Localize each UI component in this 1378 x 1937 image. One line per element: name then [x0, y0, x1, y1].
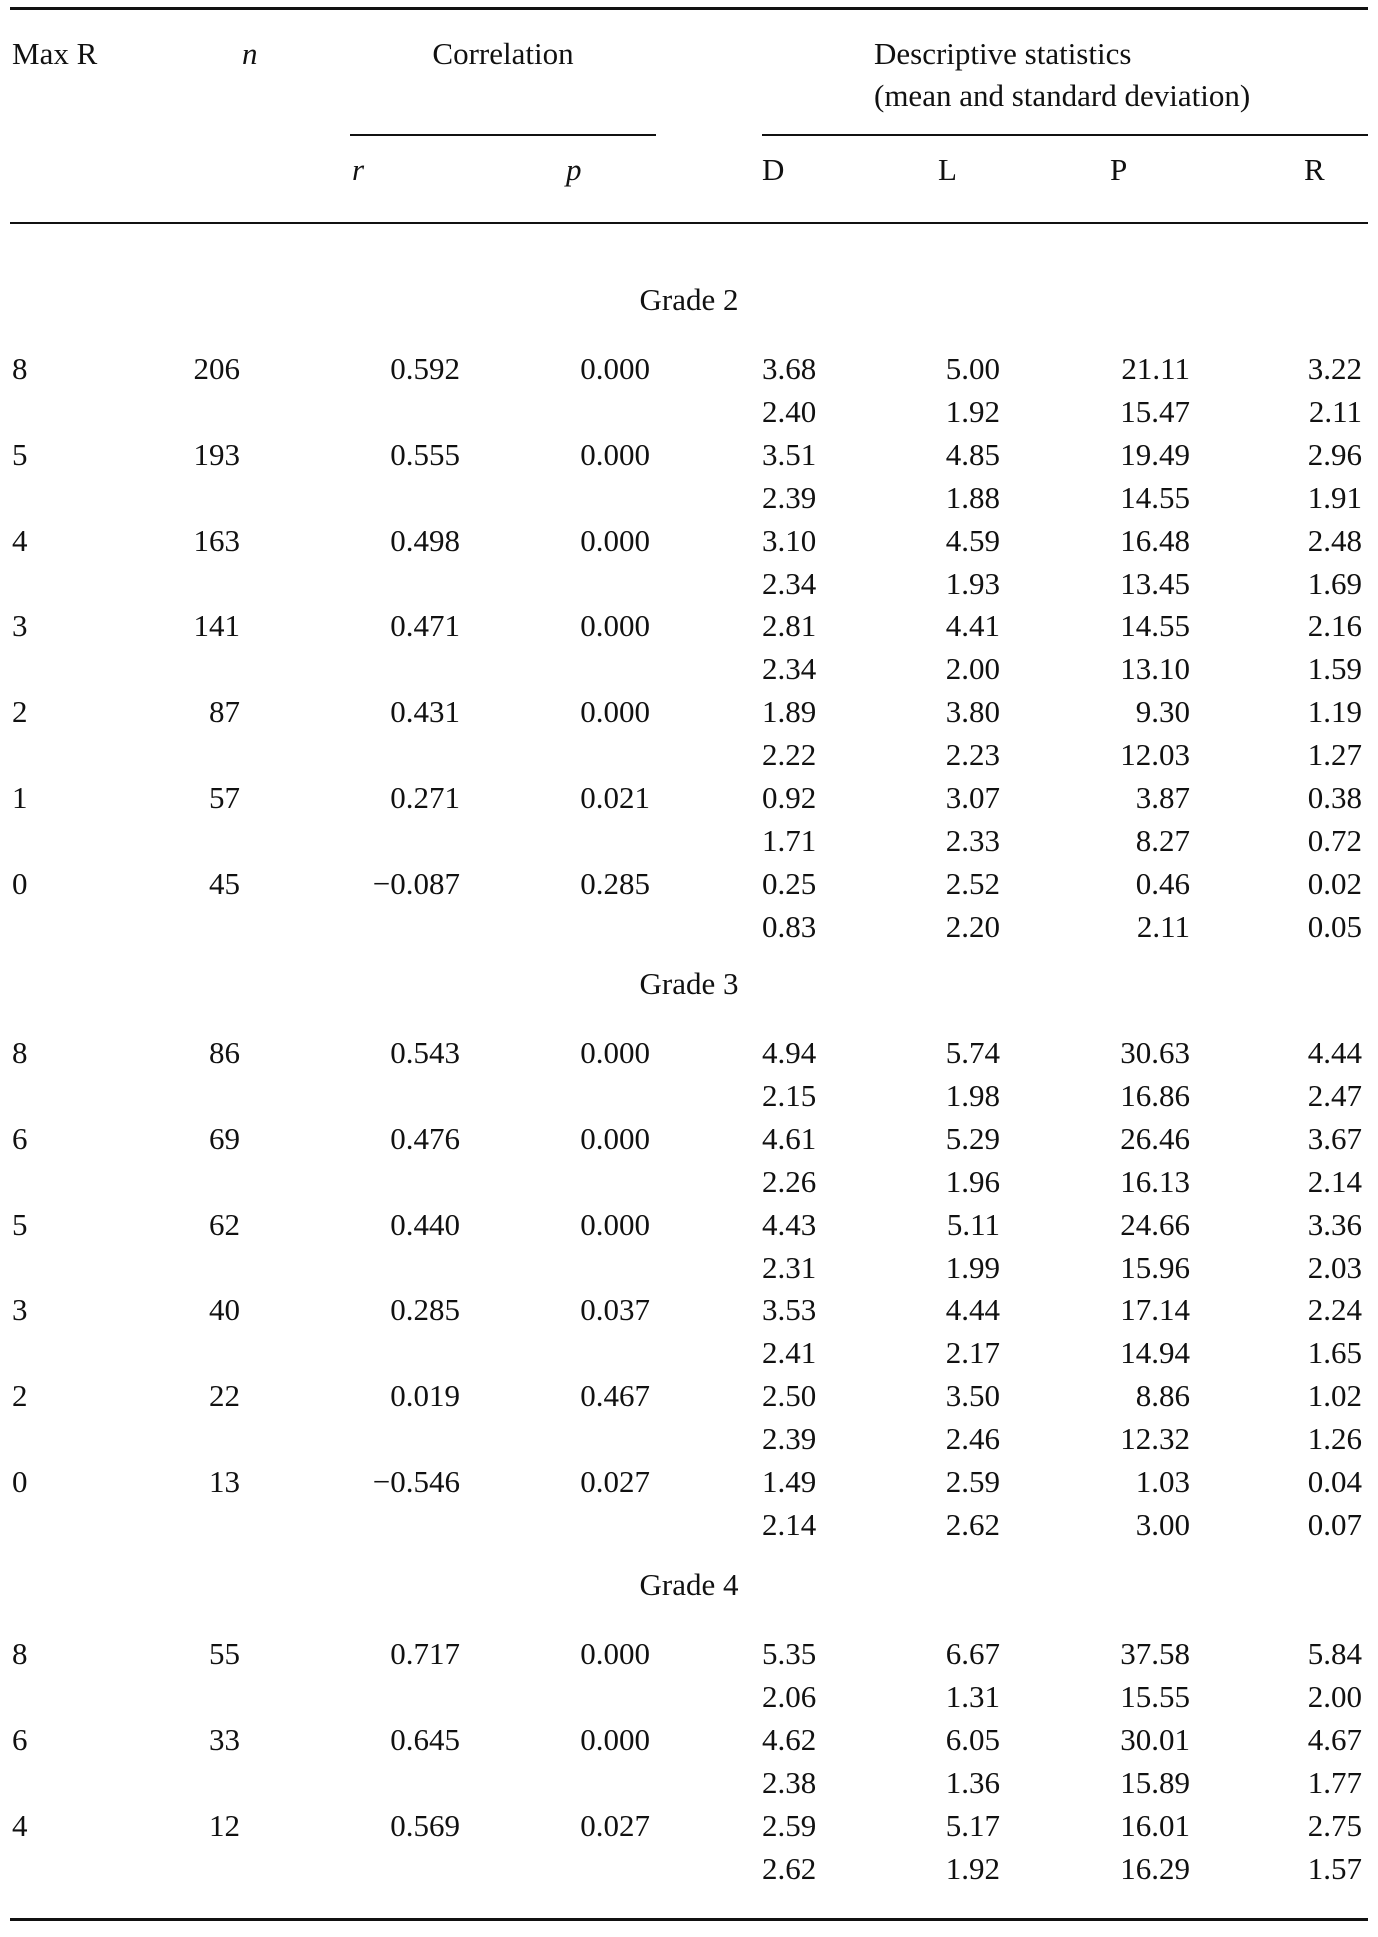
cell-p: 0.000	[580, 523, 650, 558]
cell-max-r: 6	[12, 1722, 28, 1757]
cell-p-stat-sd: 14.55	[1120, 480, 1190, 515]
cell-p-stat-sd: 3.00	[1135, 1507, 1190, 1542]
cell-p: 0.000	[580, 1207, 650, 1242]
cell-r-stat-mean: 2.75	[1307, 1808, 1362, 1843]
cell-r-stat-mean: 1.02	[1307, 1378, 1362, 1413]
cell-r: 0.476	[390, 1121, 460, 1156]
cell-r-stat-mean: 2.48	[1307, 523, 1362, 558]
cell-r-stat-sd: 0.72	[1307, 823, 1362, 858]
cell-d-mean: 2.81	[762, 608, 817, 643]
cell-p-stat-mean: 19.49	[1120, 437, 1190, 472]
table-row	[0, 434, 1378, 520]
grade-heading: Grade 2	[639, 282, 739, 317]
cell-p-stat-mean: 3.87	[1135, 780, 1190, 815]
cell-max-r: 8	[12, 1636, 28, 1671]
cell-p: 0.467	[580, 1378, 650, 1413]
cell-l-sd: 2.33	[945, 823, 1000, 858]
cell-max-r: 0	[12, 1464, 28, 1499]
cell-p-stat-mean: 14.55	[1120, 608, 1190, 643]
header-descriptive-line1: Descriptive statistics	[874, 36, 1132, 71]
cell-l-sd: 2.20	[945, 909, 1000, 944]
cell-p-stat-mean: 9.30	[1135, 694, 1190, 729]
cell-d-sd: 2.34	[762, 566, 817, 601]
cell-l-sd: 1.88	[945, 480, 1000, 515]
cell-r-stat-sd: 2.47	[1307, 1078, 1362, 1113]
cell-max-r: 1	[12, 780, 28, 815]
header-p-stat: P	[1110, 152, 1128, 187]
cell-n: 163	[193, 523, 240, 558]
cell-p: 0.000	[580, 1722, 650, 1757]
cell-n: 57	[209, 780, 240, 815]
table-row	[0, 863, 1378, 949]
header-rule	[10, 222, 1368, 224]
grade-heading: Grade 3	[639, 966, 739, 1001]
cell-max-r: 8	[12, 1035, 28, 1070]
cell-r: 0.285	[390, 1292, 460, 1327]
cell-p: 0.000	[580, 1035, 650, 1070]
cell-p-stat-mean: 30.63	[1120, 1035, 1190, 1070]
cell-p-stat-sd: 13.10	[1120, 651, 1190, 686]
cell-p: 0.000	[580, 351, 650, 386]
cell-r: 0.543	[390, 1035, 460, 1070]
cell-d-mean: 2.59	[762, 1808, 817, 1843]
cell-p-stat-mean: 8.86	[1135, 1378, 1190, 1413]
cell-l-sd: 1.99	[945, 1250, 1000, 1285]
cell-max-r: 2	[12, 694, 28, 729]
cell-r: 0.498	[390, 523, 460, 558]
cell-l-sd: 2.23	[945, 737, 1000, 772]
cell-r-stat-mean: 2.24	[1307, 1292, 1362, 1327]
cell-p-stat-sd: 15.89	[1120, 1765, 1190, 1800]
cell-p: 0.000	[580, 1121, 650, 1156]
cell-d-sd: 2.31	[762, 1250, 817, 1285]
cell-p: 0.037	[580, 1292, 650, 1327]
cell-d-mean: 4.62	[762, 1722, 817, 1757]
table-row	[0, 520, 1378, 606]
cell-p-stat-sd: 16.86	[1120, 1078, 1190, 1113]
cell-r: 0.555	[390, 437, 460, 472]
cell-r: 0.019	[390, 1378, 460, 1413]
cell-r-stat-mean: 4.44	[1307, 1035, 1362, 1070]
cell-l-mean: 4.41	[945, 608, 1000, 643]
cell-n: 55	[209, 1636, 240, 1671]
cell-l-mean: 5.29	[945, 1121, 1000, 1156]
cell-p-stat-mean: 1.03	[1135, 1464, 1190, 1499]
cell-d-mean: 4.94	[762, 1035, 817, 1070]
table-row	[0, 1633, 1378, 1719]
cell-r: 0.471	[390, 608, 460, 643]
cell-p-stat-mean: 37.58	[1120, 1636, 1190, 1671]
table-row	[0, 1118, 1378, 1204]
header-max-r: Max R	[12, 36, 98, 71]
grade-heading: Grade 4	[639, 1567, 739, 1602]
cell-l-sd: 1.93	[945, 566, 1000, 601]
cell-max-r: 3	[12, 608, 28, 643]
cell-p-stat-sd: 2.11	[1136, 909, 1190, 944]
cell-d-sd: 2.40	[762, 394, 817, 429]
header-n: n	[242, 36, 258, 71]
cell-p-stat-mean: 17.14	[1120, 1292, 1190, 1327]
cell-n: 45	[209, 866, 240, 901]
cell-d-mean: 0.92	[762, 780, 817, 815]
cell-l-sd: 1.92	[945, 394, 1000, 429]
cell-l-mean: 4.44	[945, 1292, 1000, 1327]
cell-l-sd: 1.92	[945, 1851, 1000, 1886]
cell-r-stat-mean: 3.36	[1307, 1207, 1362, 1242]
cell-d-sd: 2.22	[762, 737, 817, 772]
cell-n: 141	[193, 608, 240, 643]
cell-l-mean: 5.11	[946, 1207, 1000, 1242]
cell-p: 0.021	[580, 780, 650, 815]
cell-max-r: 6	[12, 1121, 28, 1156]
cell-r: 0.592	[390, 351, 460, 386]
header-r: r	[352, 152, 365, 187]
cell-p-stat-sd: 14.94	[1120, 1335, 1190, 1370]
cell-d-sd: 1.71	[762, 823, 817, 858]
cell-r: 0.271	[390, 780, 460, 815]
cell-d-sd: 2.26	[762, 1164, 817, 1199]
cell-d-sd: 2.41	[762, 1335, 817, 1370]
table-row	[0, 1461, 1378, 1547]
table-row	[0, 777, 1378, 863]
table-row	[0, 1375, 1378, 1461]
cell-p: 0.027	[580, 1808, 650, 1843]
cell-d-mean: 1.89	[762, 694, 817, 729]
cell-d-mean: 5.35	[762, 1636, 817, 1671]
cell-p-stat-mean: 26.46	[1120, 1121, 1190, 1156]
cell-r: −0.546	[372, 1464, 460, 1499]
cell-p-stat-mean: 24.66	[1120, 1207, 1190, 1242]
cell-p-stat-mean: 16.48	[1120, 523, 1190, 558]
cell-l-sd: 2.17	[945, 1335, 1000, 1370]
descriptive-subrule	[762, 134, 1368, 136]
table-row	[0, 1805, 1378, 1891]
cell-r-stat-mean: 0.38	[1307, 780, 1362, 815]
cell-r-stat-sd: 1.26	[1307, 1421, 1362, 1456]
cell-r-stat-mean: 0.04	[1307, 1464, 1362, 1499]
cell-d-sd: 2.06	[762, 1679, 817, 1714]
cell-r: 0.645	[390, 1722, 460, 1757]
cell-l-mean: 2.59	[945, 1464, 1000, 1499]
cell-d-sd: 2.14	[762, 1507, 817, 1542]
cell-d-mean: 2.50	[762, 1378, 817, 1413]
cell-p-stat-sd: 12.32	[1120, 1421, 1190, 1456]
cell-r-stat-sd: 0.05	[1307, 909, 1362, 944]
cell-max-r: 4	[12, 523, 28, 558]
cell-p-stat-mean: 16.01	[1120, 1808, 1190, 1843]
cell-l-mean: 5.00	[945, 351, 1000, 386]
cell-l-sd: 2.46	[945, 1421, 1000, 1456]
cell-max-r: 5	[12, 437, 28, 472]
cell-r-stat-sd: 1.69	[1307, 566, 1362, 601]
correlation-subrule	[350, 134, 656, 136]
header-d: D	[762, 152, 785, 187]
cell-r-stat-sd: 1.77	[1307, 1765, 1362, 1800]
cell-p-stat-mean: 21.11	[1121, 351, 1190, 386]
table-row	[0, 1204, 1378, 1290]
cell-n: 40	[209, 1292, 240, 1327]
cell-r: 0.569	[390, 1808, 460, 1843]
cell-p: 0.000	[580, 694, 650, 729]
cell-l-sd: 1.31	[945, 1679, 1000, 1714]
cell-r: 0.717	[390, 1636, 460, 1671]
cell-p-stat-mean: 0.46	[1135, 866, 1190, 901]
cell-p-stat-sd: 16.13	[1120, 1164, 1190, 1199]
cell-r: 0.431	[390, 694, 460, 729]
cell-l-mean: 4.85	[945, 437, 1000, 472]
cell-p-stat-mean: 30.01	[1120, 1722, 1190, 1757]
cell-r: 0.440	[390, 1207, 460, 1242]
cell-p-stat-sd: 15.96	[1120, 1250, 1190, 1285]
cell-l-sd: 1.96	[945, 1164, 1000, 1199]
cell-l-mean: 3.07	[945, 780, 1000, 815]
cell-p: 0.000	[580, 1636, 650, 1671]
cell-r-stat-sd: 2.00	[1307, 1679, 1362, 1714]
cell-max-r: 4	[12, 1808, 28, 1843]
cell-r-stat-mean: 2.16	[1307, 608, 1362, 643]
cell-l-mean: 3.50	[945, 1378, 1000, 1413]
table-row	[0, 605, 1378, 691]
cell-r-stat-mean: 4.67	[1307, 1722, 1362, 1757]
cell-l-mean: 3.80	[945, 694, 1000, 729]
cell-r-stat-mean: 2.96	[1307, 437, 1362, 472]
header-r-stat: R	[1304, 152, 1325, 187]
cell-r-stat-mean: 1.19	[1307, 694, 1362, 729]
table-row	[0, 348, 1378, 434]
cell-d-sd: 0.83	[762, 909, 817, 944]
table-row	[0, 691, 1378, 777]
cell-p: 0.000	[580, 608, 650, 643]
top-rule	[10, 7, 1368, 10]
header-p: p	[566, 152, 582, 187]
cell-r-stat-sd: 1.57	[1307, 1851, 1362, 1886]
cell-n: 33	[209, 1722, 240, 1757]
cell-l-mean: 6.67	[945, 1636, 1000, 1671]
cell-max-r: 2	[12, 1378, 28, 1413]
cell-n: 86	[209, 1035, 240, 1070]
cell-l-sd: 2.62	[945, 1507, 1000, 1542]
bottom-rule	[10, 1918, 1368, 1921]
table-row	[0, 1032, 1378, 1118]
cell-max-r: 0	[12, 866, 28, 901]
cell-d-mean: 0.25	[762, 866, 817, 901]
cell-r-stat-sd: 1.65	[1307, 1335, 1362, 1370]
cell-d-sd: 2.62	[762, 1851, 817, 1886]
header-l: L	[938, 152, 957, 187]
cell-l-mean: 6.05	[945, 1722, 1000, 1757]
cell-l-sd: 1.36	[945, 1765, 1000, 1800]
cell-d-mean: 1.49	[762, 1464, 817, 1499]
cell-n: 12	[209, 1808, 240, 1843]
cell-n: 206	[193, 351, 240, 386]
cell-p-stat-sd: 15.55	[1120, 1679, 1190, 1714]
cell-l-mean: 5.17	[945, 1808, 1000, 1843]
cell-n: 22	[209, 1378, 240, 1413]
cell-l-mean: 4.59	[945, 523, 1000, 558]
cell-max-r: 3	[12, 1292, 28, 1327]
cell-d-sd: 2.39	[762, 480, 817, 515]
cell-d-sd: 2.15	[762, 1078, 817, 1113]
cell-r-stat-mean: 5.84	[1307, 1636, 1362, 1671]
cell-d-sd: 2.34	[762, 651, 817, 686]
cell-p-stat-sd: 8.27	[1135, 823, 1190, 858]
cell-r-stat-sd: 2.14	[1307, 1164, 1362, 1199]
cell-l-sd: 1.98	[945, 1078, 1000, 1113]
cell-r: −0.087	[372, 866, 460, 901]
cell-r-stat-sd: 1.91	[1307, 480, 1362, 515]
cell-r-stat-sd: 2.03	[1307, 1250, 1362, 1285]
cell-r-stat-mean: 3.67	[1307, 1121, 1362, 1156]
cell-p: 0.000	[580, 437, 650, 472]
cell-d-mean: 4.43	[762, 1207, 817, 1242]
cell-l-sd: 2.00	[945, 651, 1000, 686]
cell-n: 87	[209, 694, 240, 729]
cell-d-sd: 2.38	[762, 1765, 817, 1800]
cell-max-r: 5	[12, 1207, 28, 1242]
cell-r-stat-mean: 3.22	[1307, 351, 1362, 386]
table-row	[0, 1719, 1378, 1805]
cell-n: 62	[209, 1207, 240, 1242]
cell-p-stat-sd: 12.03	[1120, 737, 1190, 772]
cell-p-stat-sd: 13.45	[1120, 566, 1190, 601]
cell-n: 13	[209, 1464, 240, 1499]
cell-p-stat-sd: 15.47	[1120, 394, 1190, 429]
cell-n: 69	[209, 1121, 240, 1156]
cell-d-sd: 2.39	[762, 1421, 817, 1456]
cell-r-stat-sd: 1.59	[1307, 651, 1362, 686]
cell-p-stat-sd: 16.29	[1120, 1851, 1190, 1886]
cell-d-mean: 4.61	[762, 1121, 817, 1156]
cell-r-stat-sd: 1.27	[1307, 737, 1362, 772]
cell-p: 0.285	[580, 866, 650, 901]
cell-max-r: 8	[12, 351, 28, 386]
cell-n: 193	[193, 437, 240, 472]
cell-d-mean: 3.51	[762, 437, 817, 472]
table-row	[0, 1289, 1378, 1375]
cell-d-mean: 3.53	[762, 1292, 817, 1327]
cell-l-mean: 5.74	[945, 1035, 1000, 1070]
cell-r-stat-mean: 0.02	[1307, 866, 1362, 901]
header-correlation: Correlation	[432, 36, 574, 71]
cell-d-mean: 3.68	[762, 351, 817, 386]
cell-p: 0.027	[580, 1464, 650, 1499]
cell-r-stat-sd: 0.07	[1307, 1507, 1362, 1542]
cell-l-mean: 2.52	[945, 866, 1000, 901]
cell-r-stat-sd: 2.11	[1308, 394, 1362, 429]
header-descriptive-line2: (mean and standard deviation)	[874, 78, 1251, 113]
cell-d-mean: 3.10	[762, 523, 817, 558]
